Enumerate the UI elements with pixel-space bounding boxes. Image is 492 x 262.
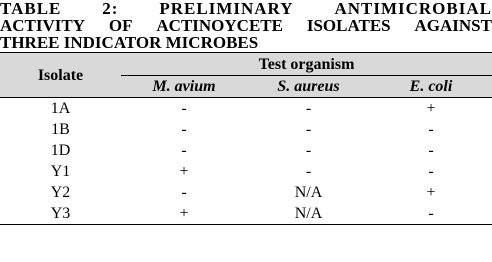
caption-line-3: THREE INDICATOR MICROBES	[0, 34, 259, 51]
result-cell: +	[426, 184, 436, 201]
caption-word: ISOLATES	[306, 17, 391, 34]
caption-word: ACTINOYCETE	[156, 17, 283, 34]
result-cell: -	[305, 142, 312, 159]
organism-header-m-avium: M. avium	[121, 76, 247, 98]
result-cell: N/A	[294, 205, 323, 222]
isolate-cell: 1B	[51, 121, 70, 138]
table-caption	[0, 0, 492, 51]
caption-word: ACTIVITY	[0, 17, 86, 34]
table-row	[0, 98, 492, 120]
result-cell: -	[305, 121, 312, 138]
table-row	[0, 182, 492, 203]
isolate-cell: 1A	[50, 100, 71, 117]
result-cell: -	[305, 100, 312, 117]
result-cell: -	[181, 142, 187, 159]
organism-header-e-coli: E. coli	[370, 76, 492, 98]
caption-line-2	[0, 17, 492, 34]
caption-word: TABLE	[0, 0, 62, 17]
table-row	[0, 119, 492, 140]
isolate-cell: Y2	[50, 184, 71, 201]
result-cell: -	[428, 163, 434, 180]
table-row	[0, 203, 492, 225]
result-cell: -	[181, 121, 187, 138]
caption-word: AGAINST	[414, 17, 492, 34]
result-cell: +	[426, 100, 436, 117]
caption-word: ANTIMICROBIAL	[334, 0, 492, 17]
isolate-cell: 1D	[50, 142, 71, 159]
caption-word: OF	[108, 17, 133, 34]
results-table	[0, 52, 492, 225]
caption-line-1	[0, 0, 492, 17]
caption-word: PRELIMINARY	[159, 0, 294, 17]
result-cell: -	[181, 100, 187, 117]
caption-word: 2:	[102, 0, 119, 17]
isolate-cell: Y3	[50, 205, 71, 222]
table-row	[0, 161, 492, 182]
isolate-cell: Y1	[50, 163, 71, 180]
result-cell: -	[428, 121, 434, 138]
result-cell: -	[428, 142, 434, 159]
result-cell: -	[428, 205, 434, 222]
result-cell: -	[181, 184, 187, 201]
result-cell: -	[305, 163, 312, 180]
result-cell: +	[179, 205, 189, 222]
result-cell: N/A	[294, 184, 323, 201]
result-cell: +	[179, 163, 189, 180]
table-row	[0, 140, 492, 161]
organism-header-s-aureus: S. aureus	[247, 76, 370, 98]
isolate-header: Isolate	[0, 53, 121, 98]
test-organism-header: Test organism	[121, 53, 492, 76]
